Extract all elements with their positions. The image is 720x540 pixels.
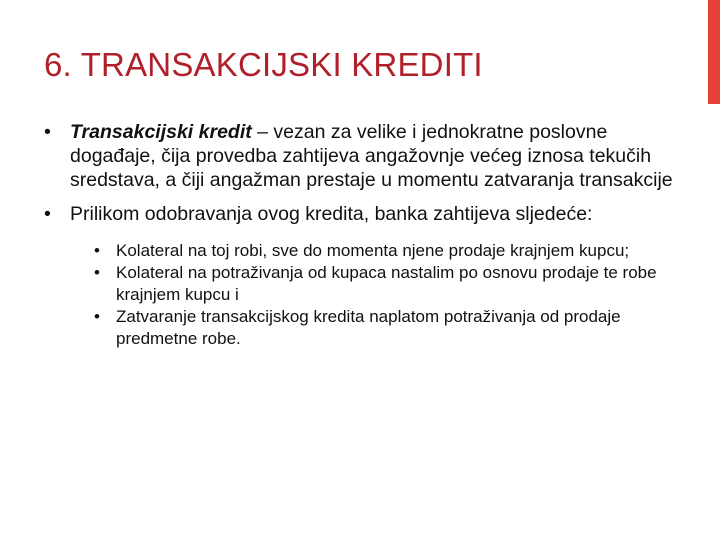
requirements-intro: Prilikom odobravanja ovog kredita, banka zahtijeva sljedeće: [70, 203, 593, 225]
bullet-item-requirements [40, 202, 680, 350]
slide-body [40, 120, 680, 360]
bullet-icon: • [44, 121, 51, 143]
sub-bullet-list [70, 240, 680, 350]
sub-bullet-item [70, 306, 680, 350]
bullet-item-definition [40, 120, 680, 192]
sub-bullet-item [70, 262, 680, 306]
slide-title: 6. TRANSAKCIJSKI KREDITI [44, 46, 483, 83]
definition-text: – vezan za velike i jednokratne poslovne događaje, čija provedba zahtijeva angažovnje većeg iznosa tekučih sredstava, a čiji angažman prestaje u momentu zatvaranja transakcije [70, 121, 673, 191]
sub-bullet-item [70, 240, 680, 262]
sub-bullet-text: Kolateral na potraživanja od kupaca nastalim po osnovu prodaje te robe krajnjem kupcu i [116, 263, 657, 304]
accent-bar [708, 0, 720, 104]
bullet-icon: • [94, 307, 100, 326]
sub-bullet-text: Zatvaranje transakcijskog kredita naplatom potraživanja od prodaje predmetne robe. [116, 307, 621, 348]
bullet-list [40, 120, 680, 350]
sub-bullet-text: Kolateral na toj robi, sve do momenta njene prodaje krajnjem kupcu; [116, 241, 630, 260]
bullet-icon: • [94, 241, 100, 260]
bullet-icon: • [44, 203, 51, 225]
bullet-icon: • [94, 263, 100, 282]
defined-term: Transakcijski kredit [70, 121, 252, 143]
